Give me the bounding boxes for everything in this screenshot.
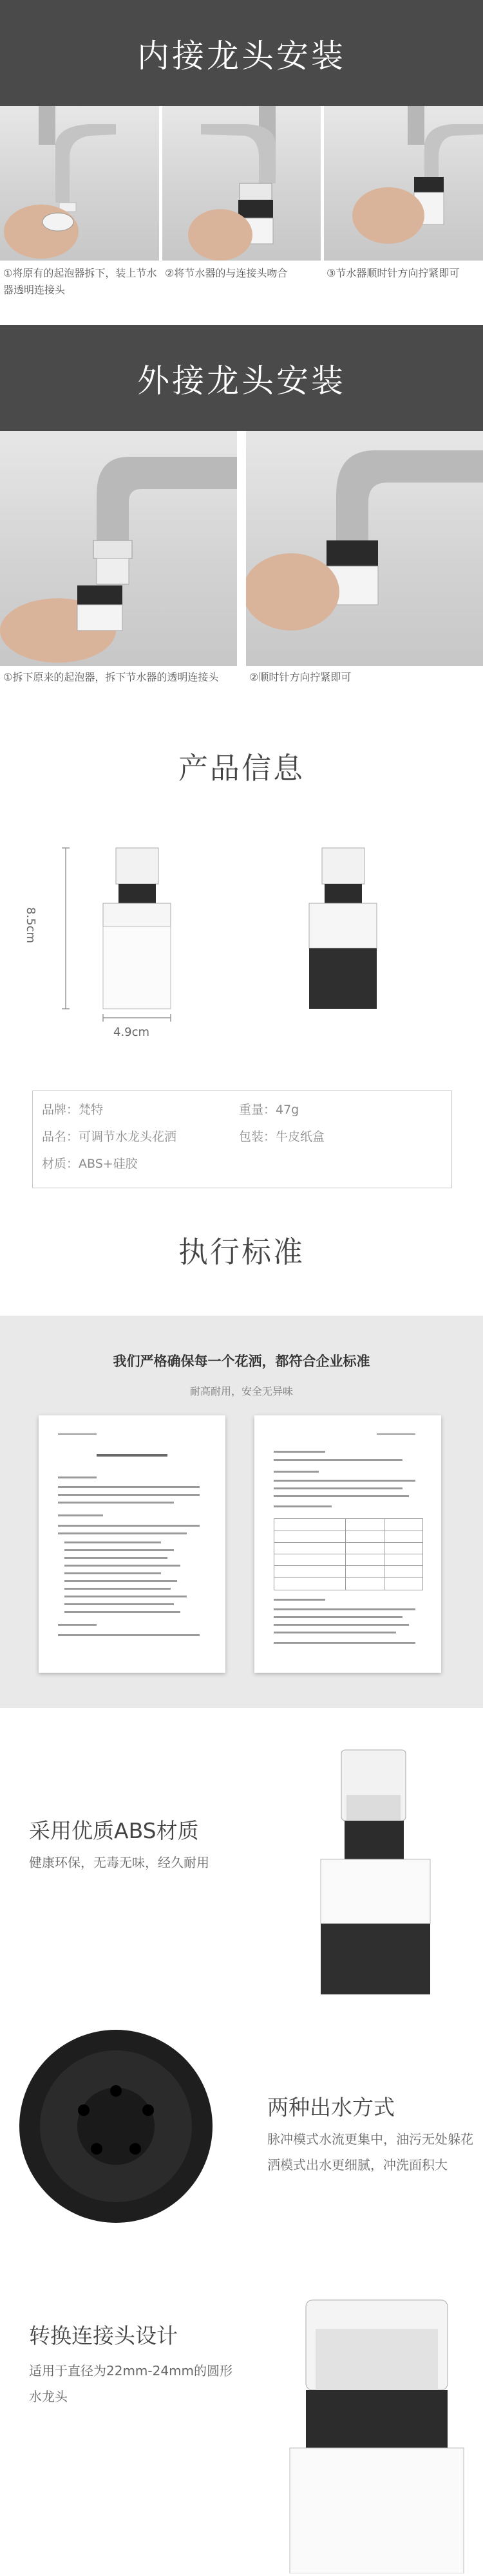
inner-step-3-caption: ③节水器顺时针方向拧紧即可 <box>327 267 460 279</box>
width-dimension-label: 4.9cm <box>113 1026 150 1039</box>
outer-step-1-caption: ①拆下原来的起泡器，拆下节水器的透明连接头 <box>3 671 219 683</box>
feature-3-desc: 适用于直径为22mm-24mm的圆形水龙头 <box>29 2363 233 2404</box>
feature-2-desc: 脉冲模式水流更集中，油污无处躲花洒模式出水更细腻，冲洗面积大 <box>267 2131 473 2173</box>
outer-step-2-caption: ②顺时针方向拧紧即可 <box>249 671 352 683</box>
feature-3-connector-image <box>270 2290 483 2573</box>
feature-1-product-image <box>270 1737 483 2007</box>
inner-install-title: 内接龙头安装 <box>137 37 346 75</box>
standard-title: 执行标准 <box>178 1235 305 1269</box>
feature-1-title: 采用优质ABS材质 <box>29 1818 199 1843</box>
product-info-title: 产品信息 <box>178 751 305 786</box>
inner-step-1-caption: ①将原有的起泡器拆下，装上节水器透明连接头 <box>3 267 157 296</box>
inner-step-3-photo <box>324 106 483 261</box>
standard-headline: 我们严格确保每一个花洒，都符合企业标准 <box>113 1354 370 1369</box>
feature-2-nozzle-image <box>0 2020 245 2232</box>
feature-3-title: 转换连接头设计 <box>29 2323 178 2348</box>
product-dimension-figure <box>39 836 451 1029</box>
spec-brand: 品牌：梵特 <box>42 1103 104 1117</box>
standard-subline: 耐高耐用，安全无异味 <box>189 1385 293 1397</box>
feature-1-desc: 健康环保，无毒无味，经久耐用 <box>29 1855 209 1870</box>
product-spec-box <box>32 1090 452 1188</box>
inner-install-banner <box>0 0 483 106</box>
outer-step-2-photo <box>246 431 483 666</box>
spec-packaging: 包装：牛皮纸盒 <box>239 1130 325 1144</box>
inner-step-2-photo <box>162 106 321 261</box>
spec-material: 材质：ABS+硅胶 <box>42 1157 138 1171</box>
spec-name: 品名：可调节水龙头花洒 <box>42 1130 177 1144</box>
standard-section <box>0 1316 483 1708</box>
spec-weight: 重量：47g <box>239 1103 299 1117</box>
inner-step-2-caption: ②将节水器的与连接头吻合 <box>165 267 288 279</box>
standard-document-page-1 <box>39 1415 225 1673</box>
standard-table <box>274 1518 423 1590</box>
outer-step-1-photo <box>0 431 237 666</box>
outer-install-title: 外接龙头安装 <box>137 362 346 400</box>
standard-document-page-2 <box>254 1415 441 1673</box>
outer-install-banner <box>0 325 483 431</box>
inner-step-1-photo <box>0 106 159 261</box>
feature-2-title: 两种出水方式 <box>267 2095 395 2120</box>
height-dimension-label: 8.5cm <box>24 907 37 944</box>
